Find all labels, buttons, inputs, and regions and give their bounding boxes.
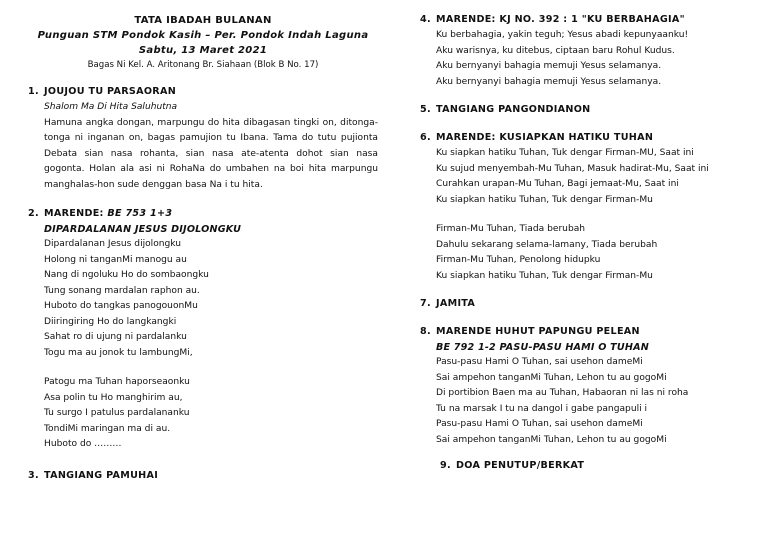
song-title: DIPARDALANAN JESUS DIJOLONGKU — [44, 224, 242, 235]
lyric-line: Asa polin tu Ho manghirim au, — [44, 392, 183, 403]
lyric-line: Di portibion Baen ma au Tuhan, Habaoran ni las ni roha — [436, 388, 689, 398]
song-verse-1 — [420, 146, 762, 208]
section-number: 1. — [28, 86, 39, 97]
song-lyrics — [420, 355, 762, 448]
section-title: JAMITA — [436, 298, 476, 309]
section-number: 5. — [420, 104, 431, 115]
lyric-line: Sai ampehon tanganMi Tuhan, Lehon tu au gogoMi — [436, 372, 667, 383]
lyric-line: Firman-Mu Tuhan, Penolong hidupku — [436, 255, 601, 265]
lyric-line: Tu surgo I patulus pardalananku — [44, 408, 190, 418]
verse-gap — [28, 361, 378, 375]
lyric-line: Patogu ma Tuhan haporseaonku — [44, 377, 190, 387]
lyric-line: Dahulu sekarang selama-lamany, Tiada berubah — [436, 239, 658, 250]
section-number: 3. — [28, 469, 39, 481]
lyric-line: Pasu-pasu Hami O Tuhan, sai usehon dameMi — [436, 419, 643, 429]
section-4 — [420, 12, 762, 90]
bulletin-title: TATA IBADAH BULANAN — [134, 15, 272, 26]
lyric-line: Sahat ro di ujung ni pardalanku — [44, 332, 187, 342]
lyric-line: Tung sonang mardalan raphon au. — [44, 285, 200, 296]
lyric-line: Ku sujud menyembah-Mu Tuhan, Masuk hadirat-Mu, Saat ini — [436, 163, 709, 174]
lyric-line: Aku warisnya, ku ditebus, ciptaan baru Rohul Kudus. — [436, 45, 675, 56]
lyric-line: Tu na marsak I tu na dangol i gabe pangapuli i — [436, 403, 648, 414]
section-2 — [28, 206, 378, 453]
lyric-line: Firman-Mu Tuhan, Tiada berubah — [436, 224, 586, 234]
lyric-line: Huboto do tangkas panogouonMu — [44, 301, 198, 311]
song-lyrics — [420, 28, 762, 90]
lyric-line: Curahkan urapan-Mu Tuhan, Bagi jemaat-Mu, Saat ini — [436, 179, 679, 189]
song-verse-1 — [28, 237, 378, 361]
left-column — [28, 0, 378, 484]
section-number: 6. — [420, 132, 431, 143]
lyric-line: Dipardalanan Jesus dijolongku — [44, 239, 182, 249]
bulletin-subtitle: Punguan STM Pondok Kasih – Per. Pondok Indah Laguna — [37, 30, 369, 41]
title-prefix: MARENDE: — [44, 208, 104, 219]
song-verse-2 — [28, 375, 378, 453]
section-title: TANGIANG PAMUHAI — [44, 469, 159, 481]
bulletin-header — [28, 0, 378, 72]
lyric-line: Huboto do ……… — [44, 439, 122, 449]
section-title — [44, 206, 172, 222]
section-6 — [420, 130, 762, 284]
section-8 — [420, 324, 762, 448]
verse-gap — [420, 208, 762, 222]
lyric-line: TondiMi maringan ma di au. — [44, 423, 171, 434]
section-title: JOUJOU TU PARSAORAN — [44, 86, 177, 97]
bulletin-date: Sabtu, 13 Maret 2021 — [138, 45, 268, 56]
lyric-line: Ku berbahagia, yakin teguh; Yesus abadi kepunyaanku! — [436, 30, 689, 40]
song-verse-2 — [420, 222, 762, 284]
section-number: 2. — [28, 208, 39, 219]
song-number: BE 753 1+3 — [107, 208, 173, 219]
bulletin-host: Bagas Ni Kel. A. Aritonang Br. Siahaan (Blok B No. 17) — [87, 60, 319, 70]
right-column — [420, 0, 762, 474]
section-1 — [28, 84, 378, 193]
lyric-line: Pasu-pasu Hami O Tuhan, sai usehon dameMi — [436, 357, 643, 367]
opening-paragraph: Hamuna angka dongan, marpungu do hita dibagasan tingki on, ditonga-tonga ni inganan on, bagas pamujion tu Ibana. Tama do tutu pujionta Debata sian nasa rohanta, sian nasa ate-atenta dohot sian nasa gogonta. Holan ala asi ni RohaNa do umbahen na boi hita marpungu manghalas-hon sude denggan basa Na i tu hita. — [44, 117, 378, 190]
lyric-line: Nang di ngoluku Ho do sombaongku — [44, 270, 209, 280]
section-number: 9. — [440, 460, 451, 471]
section-number: 4. — [420, 14, 431, 25]
lyric-line: Diiringiring Ho do langkangki — [44, 316, 177, 327]
section-title: MARENDE: KUSIAPKAN HATIKU TUHAN — [436, 132, 654, 143]
song-title: BE 792 1-2 PASU-PASU HAMI O TUHAN — [436, 342, 649, 353]
section-title: MARENDE: KJ NO. 392 : 1 "KU BERBAHAGIA" — [436, 14, 685, 25]
lyric-line: Ku siapkan hatiku Tuhan, Tuk dengar Firman-Mu — [436, 194, 653, 205]
section-5 — [420, 102, 762, 118]
section-number: 8. — [420, 326, 431, 337]
lyric-line: Holong ni tanganMi manogu au — [44, 254, 187, 265]
section-number: 7. — [420, 298, 431, 309]
section-9 — [420, 458, 762, 474]
lyric-line: Aku bernyanyi bahagia memuji Yesus selamanya. — [436, 61, 662, 71]
section-7 — [420, 296, 762, 312]
section-title: MARENDE HUHUT PAPUNGU PELEAN — [436, 326, 640, 337]
section-title: TANGIANG PANGONDIANON — [436, 104, 591, 115]
lyric-line: Togu ma au jonok tu lambungMi, — [44, 347, 193, 358]
lyric-line: Aku bernyanyi bahagia memuji Yesus selamanya. — [436, 76, 662, 87]
greeting: Shalom Ma Di Hita Saluhutna — [44, 102, 178, 112]
section-3 — [28, 468, 378, 484]
section-title: DOA PENUTUP/BERKAT — [456, 460, 585, 471]
lyric-line: Ku siapkan hatiku Tuhan, Tuk dengar Firman-Mu — [436, 270, 653, 281]
lyric-line: Ku siapkan hatiku Tuhan, Tuk dengar Firman-MU, Saat ini — [436, 148, 694, 158]
lyric-line: Sai ampehon tanganMi Tuhan, Lehon tu au gogoMi — [436, 434, 667, 445]
